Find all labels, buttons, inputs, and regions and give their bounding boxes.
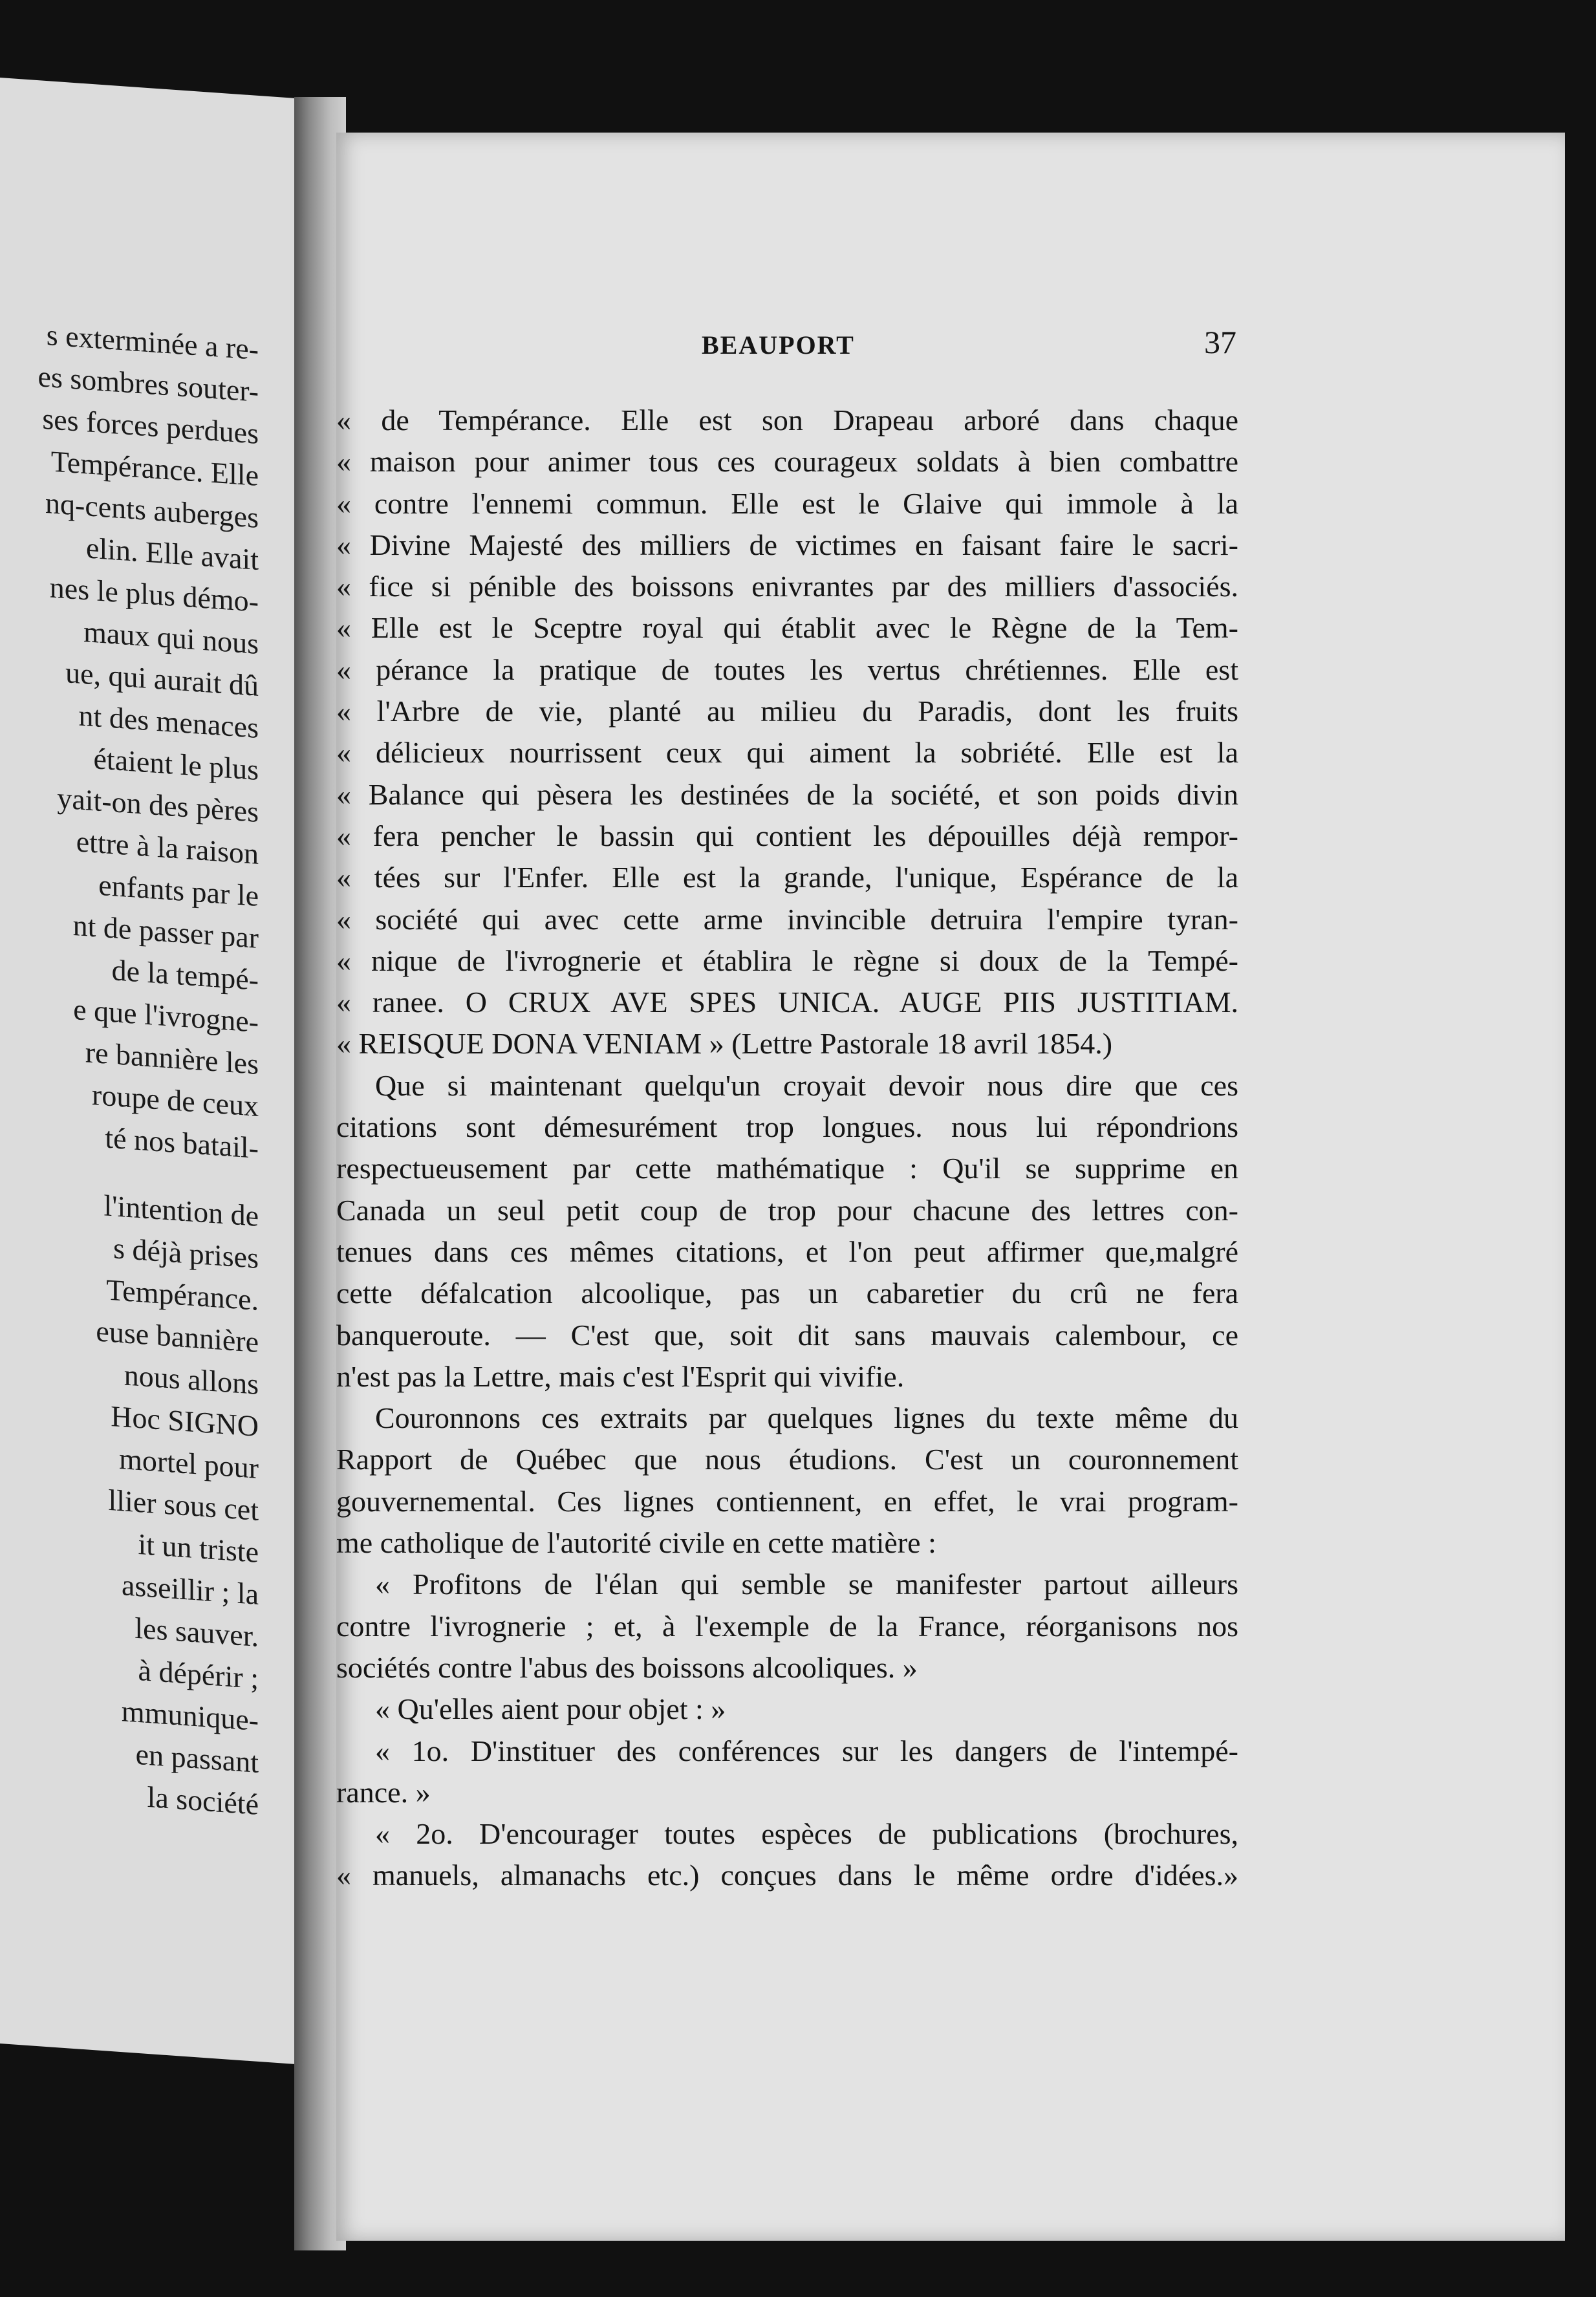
text-line: « Profitons de l'élan qui semble se manifester partout ailleurs — [375, 1568, 1238, 1601]
left-line: yait-on des pères — [57, 781, 259, 828]
left-line: à dépérir ; — [138, 1653, 259, 1695]
text-line: « nique de l'ivrognerie et établira le règne si doux de la Tempé- — [336, 944, 1238, 977]
left-line: s exterminée a re- — [46, 318, 259, 366]
left-line: l'intention de — [103, 1189, 259, 1233]
text-line: citations sont démesurément trop longues. nous lui répondrions — [336, 1110, 1238, 1144]
left-line: nous allons — [124, 1358, 259, 1401]
left-line: ses forces perdues — [42, 402, 259, 450]
left-line: ettre à la raison — [76, 825, 259, 870]
left-line: e que l'ivrogne- — [73, 992, 259, 1039]
text-line: banqueroute. — C'est que, soit dit sans mauvais calembour, ce — [336, 1318, 1238, 1352]
text-line: « ranee. O CRUX AVE SPES UNICA. AUGE PIIS JUSTITIAM. — [336, 986, 1238, 1019]
text-line: « Qu'elles aient pour objet : » — [375, 1692, 726, 1726]
left-page-text — [0, 310, 304, 1829]
left-line: la société — [147, 1780, 259, 1821]
text-line: sociétés contre l'abus des boissons alcooliques. » — [336, 1650, 918, 1684]
left-line: nq-cents auberges — [45, 486, 259, 534]
page-body-text — [336, 400, 1238, 1897]
text-line: « pérance la pratique de toutes les vertus chrétiennes. Elle est — [336, 652, 1238, 686]
text-line: « manuels, almanachs etc.) conçues dans le même ordre d'idées.» — [336, 1859, 1238, 1892]
text-line: Couronnons ces extraits par quelques lignes du texte même du — [375, 1401, 1238, 1435]
text-line: Que si maintenant quelqu'un croyait devoir nous dire que ces — [375, 1068, 1238, 1102]
left-line: étaient le plus — [93, 742, 259, 786]
text-line: respectueusement par cette mathématique : Qu'il se supprime en — [336, 1152, 1238, 1185]
left-line: mortel pour — [119, 1441, 259, 1485]
left-line: s déjà prises — [113, 1231, 259, 1275]
text-line: me catholique de l'autorité civile en cette matière : — [336, 1526, 936, 1560]
text-line: « délicieux nourrissent ceux qui aiment la sobriété. Elle est la — [336, 736, 1238, 770]
text-line: cette défalcation alcoolique, pas un cabaretier du crû ne fera — [336, 1277, 1238, 1310]
left-line: es sombres souter- — [38, 360, 259, 408]
left-line: ue, qui aurait dû — [65, 656, 259, 702]
page-number: 37 — [1204, 324, 1236, 360]
text-line: n'est pas la Lettre, mais c'est l'Esprit qui vivifie. — [336, 1359, 905, 1393]
text-line: rance. » — [336, 1775, 431, 1809]
left-line: euse bannière — [96, 1314, 259, 1359]
text-line: Canada un seul petit coup de trop pour chacune des lettres con- — [336, 1193, 1238, 1227]
left-line: asseillir ; la — [121, 1568, 259, 1611]
left-line: Tempérance. Elle — [50, 444, 259, 492]
running-title: BEAUPORT — [702, 330, 855, 360]
left-line: té nos batail- — [105, 1121, 259, 1165]
text-line: « fice si pénible des boissons enivrantes par des milliers d'associés. — [336, 570, 1238, 603]
text-line: « Balance qui pèsera les destinées de la société, et son poids divin — [336, 777, 1238, 811]
left-line: nt de passer par — [72, 908, 259, 954]
text-line: « fera pencher le bassin qui contient les dépouilles déjà rempor- — [336, 819, 1238, 852]
text-line: « contre l'ennemi commun. Elle est le Glaive qui immole à la — [336, 486, 1238, 520]
left-line: llier sous cet — [108, 1483, 259, 1527]
left-line: re bannière les — [85, 1035, 259, 1081]
text-line: « tées sur l'Enfer. Elle est la grande, l'unique, Espérance de la — [336, 861, 1238, 894]
text-line: gouvernemental. Ces lignes contiennent, en effet, le vrai program- — [336, 1484, 1238, 1518]
left-line: roupe de ceux — [92, 1077, 259, 1123]
text-line: « REISQUE DONA VENIAM » (Lettre Pastorale 18 avril 1854.) — [336, 1027, 1113, 1061]
left-line: enfants par le — [98, 868, 259, 912]
left-facing-page — [0, 78, 304, 2065]
text-line: « société qui avec cette arme invincible detruira l'empire tyran- — [336, 902, 1238, 936]
text-line: Rapport de Québec que nous étudions. C'est un couronnement — [336, 1443, 1238, 1476]
text-line: « l'Arbre de vie, planté au milieu du Paradis, dont les fruits — [336, 695, 1238, 728]
left-line: nes le plus démo- — [49, 570, 259, 618]
text-line: « Divine Majesté des milliers de victimes en faisant faire le sacri- — [336, 528, 1238, 561]
left-line: maux qui nous — [83, 615, 259, 660]
left-line: en passant — [135, 1737, 259, 1779]
text-line: « 1o. D'instituer des conférences sur les dangers de l'intempé- — [375, 1734, 1238, 1767]
left-line: it un triste — [138, 1527, 259, 1569]
text-line: contre l'ivrognerie ; et, à l'exemple de la France, réorganisons nos — [336, 1609, 1238, 1643]
left-line: les sauver. — [135, 1611, 259, 1653]
left-line: de la tempé- — [111, 953, 259, 997]
left-line: Tempérance. — [106, 1273, 259, 1317]
left-line: Hoc SIGNO — [111, 1399, 259, 1443]
text-line: « maison pour animer tous ces courageux soldats à bien combattre — [336, 445, 1238, 479]
text-line: tenues dans ces mêmes citations, et l'on peut affirmer que,malgré — [336, 1235, 1238, 1268]
left-line: elin. Elle avait — [86, 531, 259, 576]
text-line: « de Tempérance. Elle est son Drapeau arboré dans chaque — [336, 404, 1238, 437]
text-line: « Elle est le Sceptre royal qui établit avec le Règne de la Tem- — [336, 611, 1238, 645]
text-line: « 2o. D'encourager toutes espèces de publications (brochures, — [375, 1817, 1238, 1851]
left-line: nt des menaces — [78, 698, 259, 744]
left-line: mmunique- — [121, 1694, 259, 1737]
